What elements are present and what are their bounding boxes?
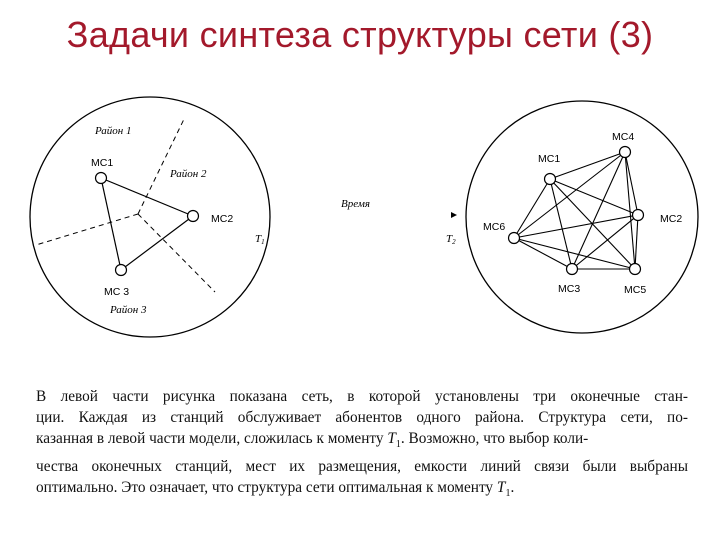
node-mc3 (567, 264, 578, 275)
left-time-moment (255, 233, 265, 246)
link-mc1-mc3 (101, 178, 121, 270)
station-mc1-label: МС1 (538, 153, 561, 165)
node-mc2 (188, 211, 199, 222)
district-2-label: Район 2 (170, 168, 207, 180)
paragraph-line-part: . (510, 478, 515, 496)
node-mc1 (545, 174, 556, 185)
right-time-symbol: T (446, 233, 453, 245)
node-mc3 (116, 265, 127, 276)
paragraph-line (36, 477, 688, 504)
district-1-label: Район 1 (95, 125, 132, 137)
moment-symbol-index: 1 (505, 487, 511, 499)
right-mesh-links (514, 152, 638, 269)
link-mc1-mc2 (101, 178, 193, 216)
paragraph-line-part: оптимально. Это означает, что структура сети оптимальная к моменту (36, 478, 497, 496)
paragraph-line: В левой части рисунка показана сеть, в которой установлены три оконечные стан- (36, 388, 688, 405)
station-mc4-label: МС4 (612, 131, 635, 143)
right-time-index: 2 (452, 238, 456, 246)
station-mc3-label: МС3 (558, 283, 581, 295)
left-time-symbol: T (255, 233, 262, 245)
left-time-index: 1 (261, 238, 265, 246)
left-boundary-circle (30, 97, 270, 337)
moment-symbol (387, 430, 401, 451)
moment-symbol-letter: T (387, 430, 396, 448)
node-mc1 (96, 173, 107, 184)
time-axis-label: Время (341, 198, 370, 210)
time-arrow-icon (451, 212, 457, 218)
station-mc2-label: МС2 (211, 213, 234, 225)
node-mc5 (630, 264, 641, 275)
left-network-diagram (30, 97, 270, 337)
moment-symbol-index: 1 (395, 439, 401, 451)
district-3-label: Район 3 (110, 304, 147, 316)
moment-symbol-letter: T (496, 478, 506, 496)
district-boundary-1-3 (36, 214, 138, 245)
node-mc6 (509, 233, 520, 244)
node-mc4 (620, 147, 631, 158)
node-mc2 (633, 210, 644, 221)
right-network-diagram (466, 101, 698, 333)
station-mc1-label: МС1 (91, 157, 114, 169)
link-mc2-mc3 (121, 216, 193, 270)
paragraph-line: ции. Каждая из станций обслуживает абонентов одного района. Структура сети, по- (36, 409, 688, 427)
slide-title: Задачи синтеза структуры сети (3) (66, 14, 654, 55)
paragraph-line-part: . Возможно, что выбор коли- (400, 430, 589, 448)
right-time-moment (446, 233, 456, 246)
station-mc5-label: МС5 (624, 284, 647, 296)
station-mc6-label: МС6 (483, 221, 506, 233)
station-mc3-label: МС 3 (104, 286, 130, 298)
paragraph-line-part: казанная в левой части модели, сложилась к моменту (36, 430, 388, 448)
station-mc2-label: МС2 (660, 213, 683, 225)
district-boundary-2-3 (138, 214, 215, 292)
time-axis (341, 198, 457, 246)
description-paragraph (36, 386, 688, 504)
paragraph-line (36, 428, 688, 455)
paragraph-line: чества оконечных станций, мест их размещения, емкости линий связи были выбраны (36, 457, 688, 475)
district-boundary-1-2 (138, 117, 185, 214)
moment-symbol (496, 478, 511, 499)
